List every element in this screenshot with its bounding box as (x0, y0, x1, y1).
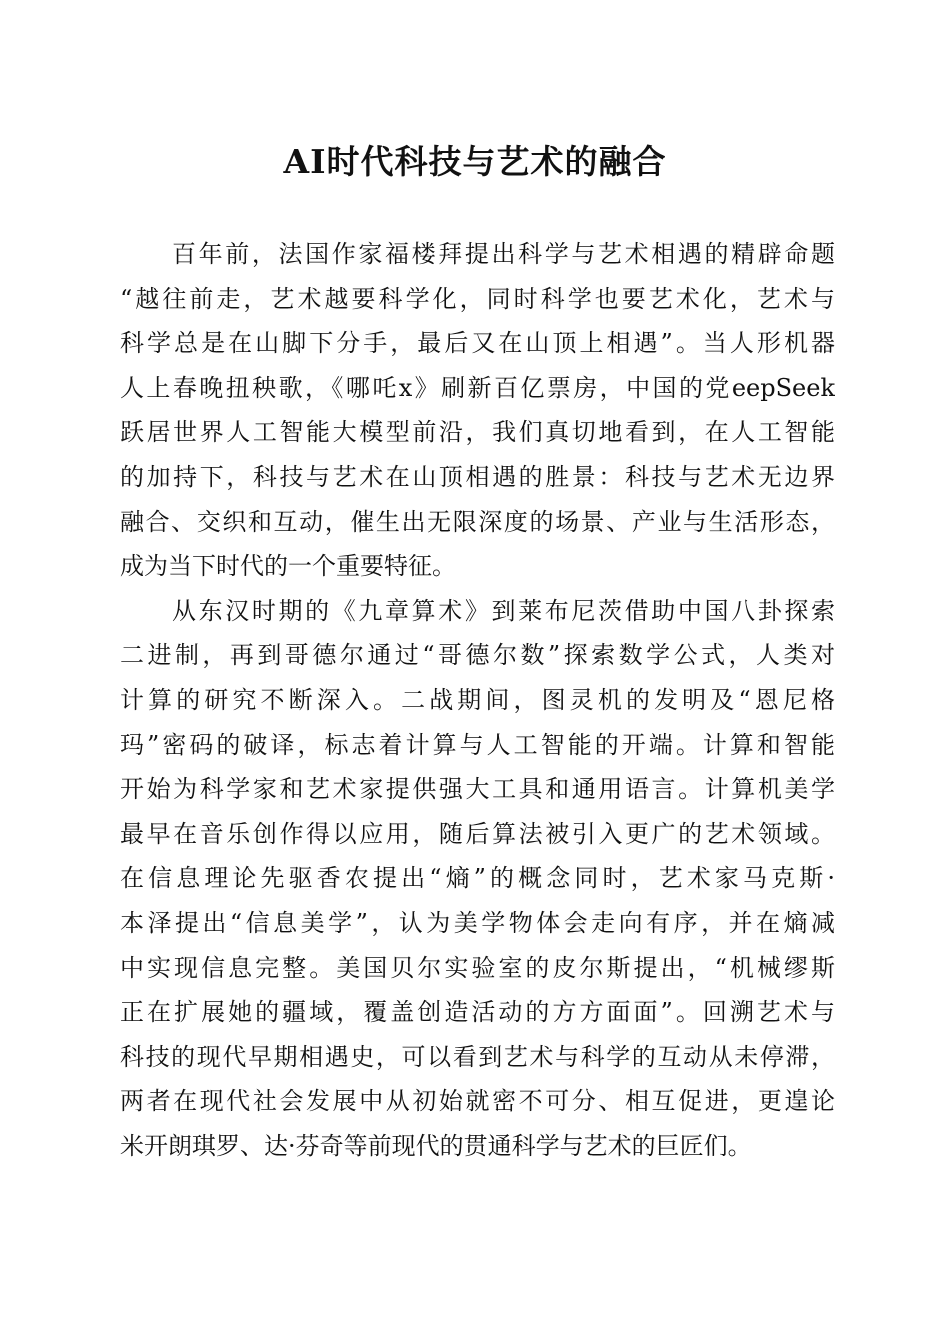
paragraph-line: 二进制，再到哥德尔通过“哥德尔数”探索数学公式，人类对 (120, 641, 835, 670)
paragraph-line: 米开朗琪罗、达·芬奇等前现代的贯通科学与艺术的巨匠们。 (120, 1131, 752, 1160)
paragraph-line: “越往前走，艺术越要科学化，同时科学也要艺术化，艺术与 (120, 284, 835, 313)
paragraph-1 (120, 232, 835, 589)
paragraph-line: 在信息理论先驱香农提出“熵”的概念同时，艺术家马克斯· (120, 864, 835, 893)
paragraph-line: 百年前，法国作家福楼拜提出科学与艺术相遇的精辟命题 (172, 240, 835, 268)
paragraph-line: 最早在音乐创作得以应用，随后算法被引入更广的艺术领域。 (120, 819, 835, 848)
paragraph-line: 融合、交织和互动，催生出无限深度的场景、产业与生活形态， (120, 507, 835, 536)
paragraph-line: 科学总是在山脚下分手，最后又在山顶上相遇”。当人形机器 (120, 329, 835, 358)
paragraph-2 (120, 589, 835, 1169)
paragraph-line: 跃居世界人工智能大模型前沿，我们真切地看到，在人工智能 (120, 418, 835, 447)
paragraph-line: 科技的现代早期相遇史，可以看到艺术与科学的互动从未停滞， (120, 1042, 835, 1071)
paragraph-line: 中实现信息完整。美国贝尔实验室的皮尔斯提出，“机械缪斯 (120, 953, 835, 982)
paragraph-line: 的加持下，科技与艺术在山顶相遇的胜景：科技与艺术无边界 (120, 462, 835, 491)
paragraph-line: 正在扩展她的疆域，覆盖创造活动的方方面面”。回溯艺术与 (120, 998, 835, 1027)
paragraph-line: 玛”密码的破译，标志着计算与人工智能的开端。计算和智能 (120, 730, 835, 759)
paragraph-line: 开始为科学家和艺术家提供强大工具和通用语言。计算机美学 (120, 775, 835, 804)
document-title: AI时代科技与艺术的融合 (283, 142, 667, 181)
paragraph-line: 从东汉时期的《九章算术》到莱布尼茨借助中国八卦探索 (172, 596, 835, 625)
paragraph-line: 人上春晚扭秧歌，《哪吒x》刷新百亿票房，中国的党eepSeek (120, 373, 835, 402)
paragraph-line: 成为当下时代的一个重要特征。 (120, 552, 456, 581)
document-body (120, 232, 835, 1168)
paragraph-line: 计算的研究不断深入。二战期间，图灵机的发明及“恩尼格 (120, 685, 835, 714)
paragraph-line: 两者在现代社会发展中从初始就密不可分、相互促进，更遑论 (120, 1087, 835, 1116)
paragraph-line: 本泽提出“信息美学”，认为美学物体会走向有序，并在熵减 (120, 908, 835, 937)
